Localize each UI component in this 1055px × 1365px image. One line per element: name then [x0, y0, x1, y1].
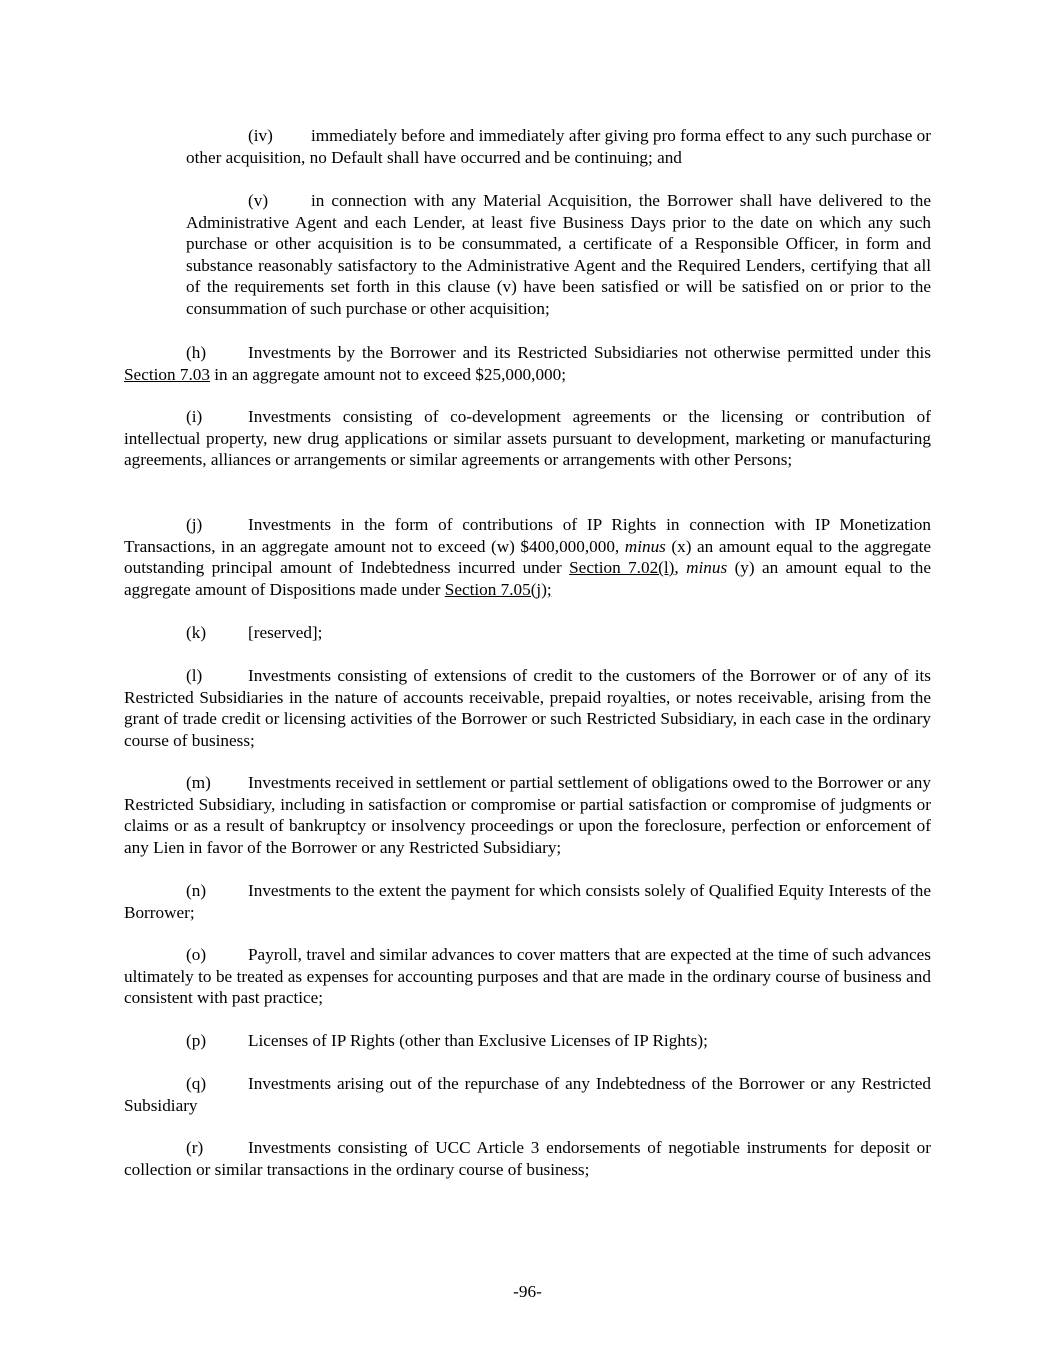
- clause-text: [reserved];: [248, 623, 323, 642]
- clause-label: (p): [186, 1031, 207, 1050]
- clause-k: [124, 622, 931, 644]
- clause-text: Investments by the Borrower and its Restricted Subsidiaries not otherwise permitted under this: [248, 343, 931, 362]
- clause-label: (l): [186, 666, 203, 685]
- clause-q: [124, 1073, 931, 1116]
- clause-text: Investments consisting of co-development agreements or the licensing or contribution of intellectual property, new drug applications or similar assets pursuant to development, marketing or manufacturing agreements, alliances or arrangements or similar agreements or arrangements with other Persons;: [124, 407, 931, 470]
- clause-text: Payroll, travel and similar advances to cover matters that are expected at the time of such advances ultimately to be treated as expenses for accounting purposes and that are made in the ordinary course of business and consistent with past practice;: [124, 945, 931, 1008]
- clause-text: Licenses of IP Rights (other than Exclusive Licenses of IP Rights);: [248, 1031, 708, 1050]
- clause-label: (m): [186, 773, 211, 792]
- section-reference-link: Section 7.03: [124, 364, 210, 384]
- clause-text: Investments arising out of the repurchase of any Indebtedness of the Borrower or any Restricted Subsidiary: [124, 1074, 931, 1115]
- clause-label: (v): [248, 191, 269, 210]
- clause-text: (y) an amount equal to the aggregate amount of Dispositions made under: [124, 558, 932, 599]
- clause-text: Investments in the form of contributions of IP Rights in connection with IP Monetization Transactions, in an aggregate amount not to exceed (w) $400,000,000,: [124, 515, 931, 556]
- clause-h: [124, 342, 931, 385]
- clause-o: [124, 944, 931, 1009]
- clause-label: (h): [186, 343, 207, 362]
- clause-label: (j): [186, 515, 203, 534]
- clause-text: Investments consisting of UCC Article 3 endorsements of negotiable instruments for deposit or collection or similar transactions in the ordinary course of business;: [124, 1138, 931, 1179]
- clause-text: Investments to the extent the payment for which consists solely of Qualified Equity Interests of the Borrower;: [124, 881, 931, 922]
- clause-text: (x) an amount equal to the aggregate outstanding principal amount of Indebtedness incurred under: [124, 536, 932, 578]
- clause-text: immediately before and immediately after giving pro forma effect to any such purchase or other acquisition, no Default shall have occurred and be continuing; and: [186, 126, 931, 167]
- clause-text: Investments received in settlement or partial settlement of obligations owed to the Borrower or any Restricted Subsidiary, including in satisfaction or compromise or partial satisfaction or compromise of judgments or claims or as a result of bankruptcy or insolvency proceedings or upon the foreclosure, perfection or enforcement of any Lien in favor of the Borrower or any Restricted Subsidiary;: [124, 773, 931, 857]
- clause-text: in an aggregate amount not to exceed $25,000,000;: [209, 364, 566, 384]
- clause-label: (r): [186, 1138, 204, 1157]
- minus-term: minus: [686, 558, 728, 578]
- clause-l: [124, 665, 931, 751]
- clause-text: Investments consisting of extensions of credit to the customers of the Borrower or of any of its Restricted Subsidiaries in the nature of accounts receivable, prepaid royalties, or notes receivable, arising from the grant of trade credit or licensing activities of the Borrower or such Restricted Subsidiary, in each case in the ordinary course of business;: [124, 666, 931, 750]
- clause-label: (k): [186, 623, 207, 642]
- minus-term: minus: [624, 536, 666, 556]
- clause-i: [124, 406, 931, 471]
- page-number: -96-: [513, 1282, 542, 1301]
- clause-iv: [186, 125, 931, 168]
- clause-j: [124, 514, 931, 600]
- section-reference-link: Section 7.02(l): [569, 558, 675, 578]
- section-reference-link: Section 7.05(j);: [444, 579, 552, 599]
- clause-m: [124, 772, 931, 858]
- clause-n: [124, 880, 931, 923]
- clause-label: (n): [186, 881, 207, 900]
- clause-label: (i): [186, 407, 203, 426]
- clause-r: [124, 1137, 931, 1180]
- clause-label: (q): [186, 1074, 207, 1093]
- clause-v: [186, 190, 931, 320]
- clause-p: [124, 1030, 931, 1052]
- clause-label: (iv): [248, 126, 273, 145]
- clause-text: in connection with any Material Acquisition, the Borrower shall have delivered to the Administrative Agent and each Lender, at least five Business Days prior to the date on which any such purchase or other acquisition is to be consummated, a certificate of a Responsible Officer, in form and substance reasonably satisfactory to the Administrative Agent and the Required Lenders, certifying that all of the requirements set forth in this clause (v) have been satisfied or will be satisfied on or prior to the consummation of such purchase or other acquisition;: [186, 191, 931, 318]
- clause-text: ,: [674, 558, 687, 578]
- clause-label: (o): [186, 945, 207, 964]
